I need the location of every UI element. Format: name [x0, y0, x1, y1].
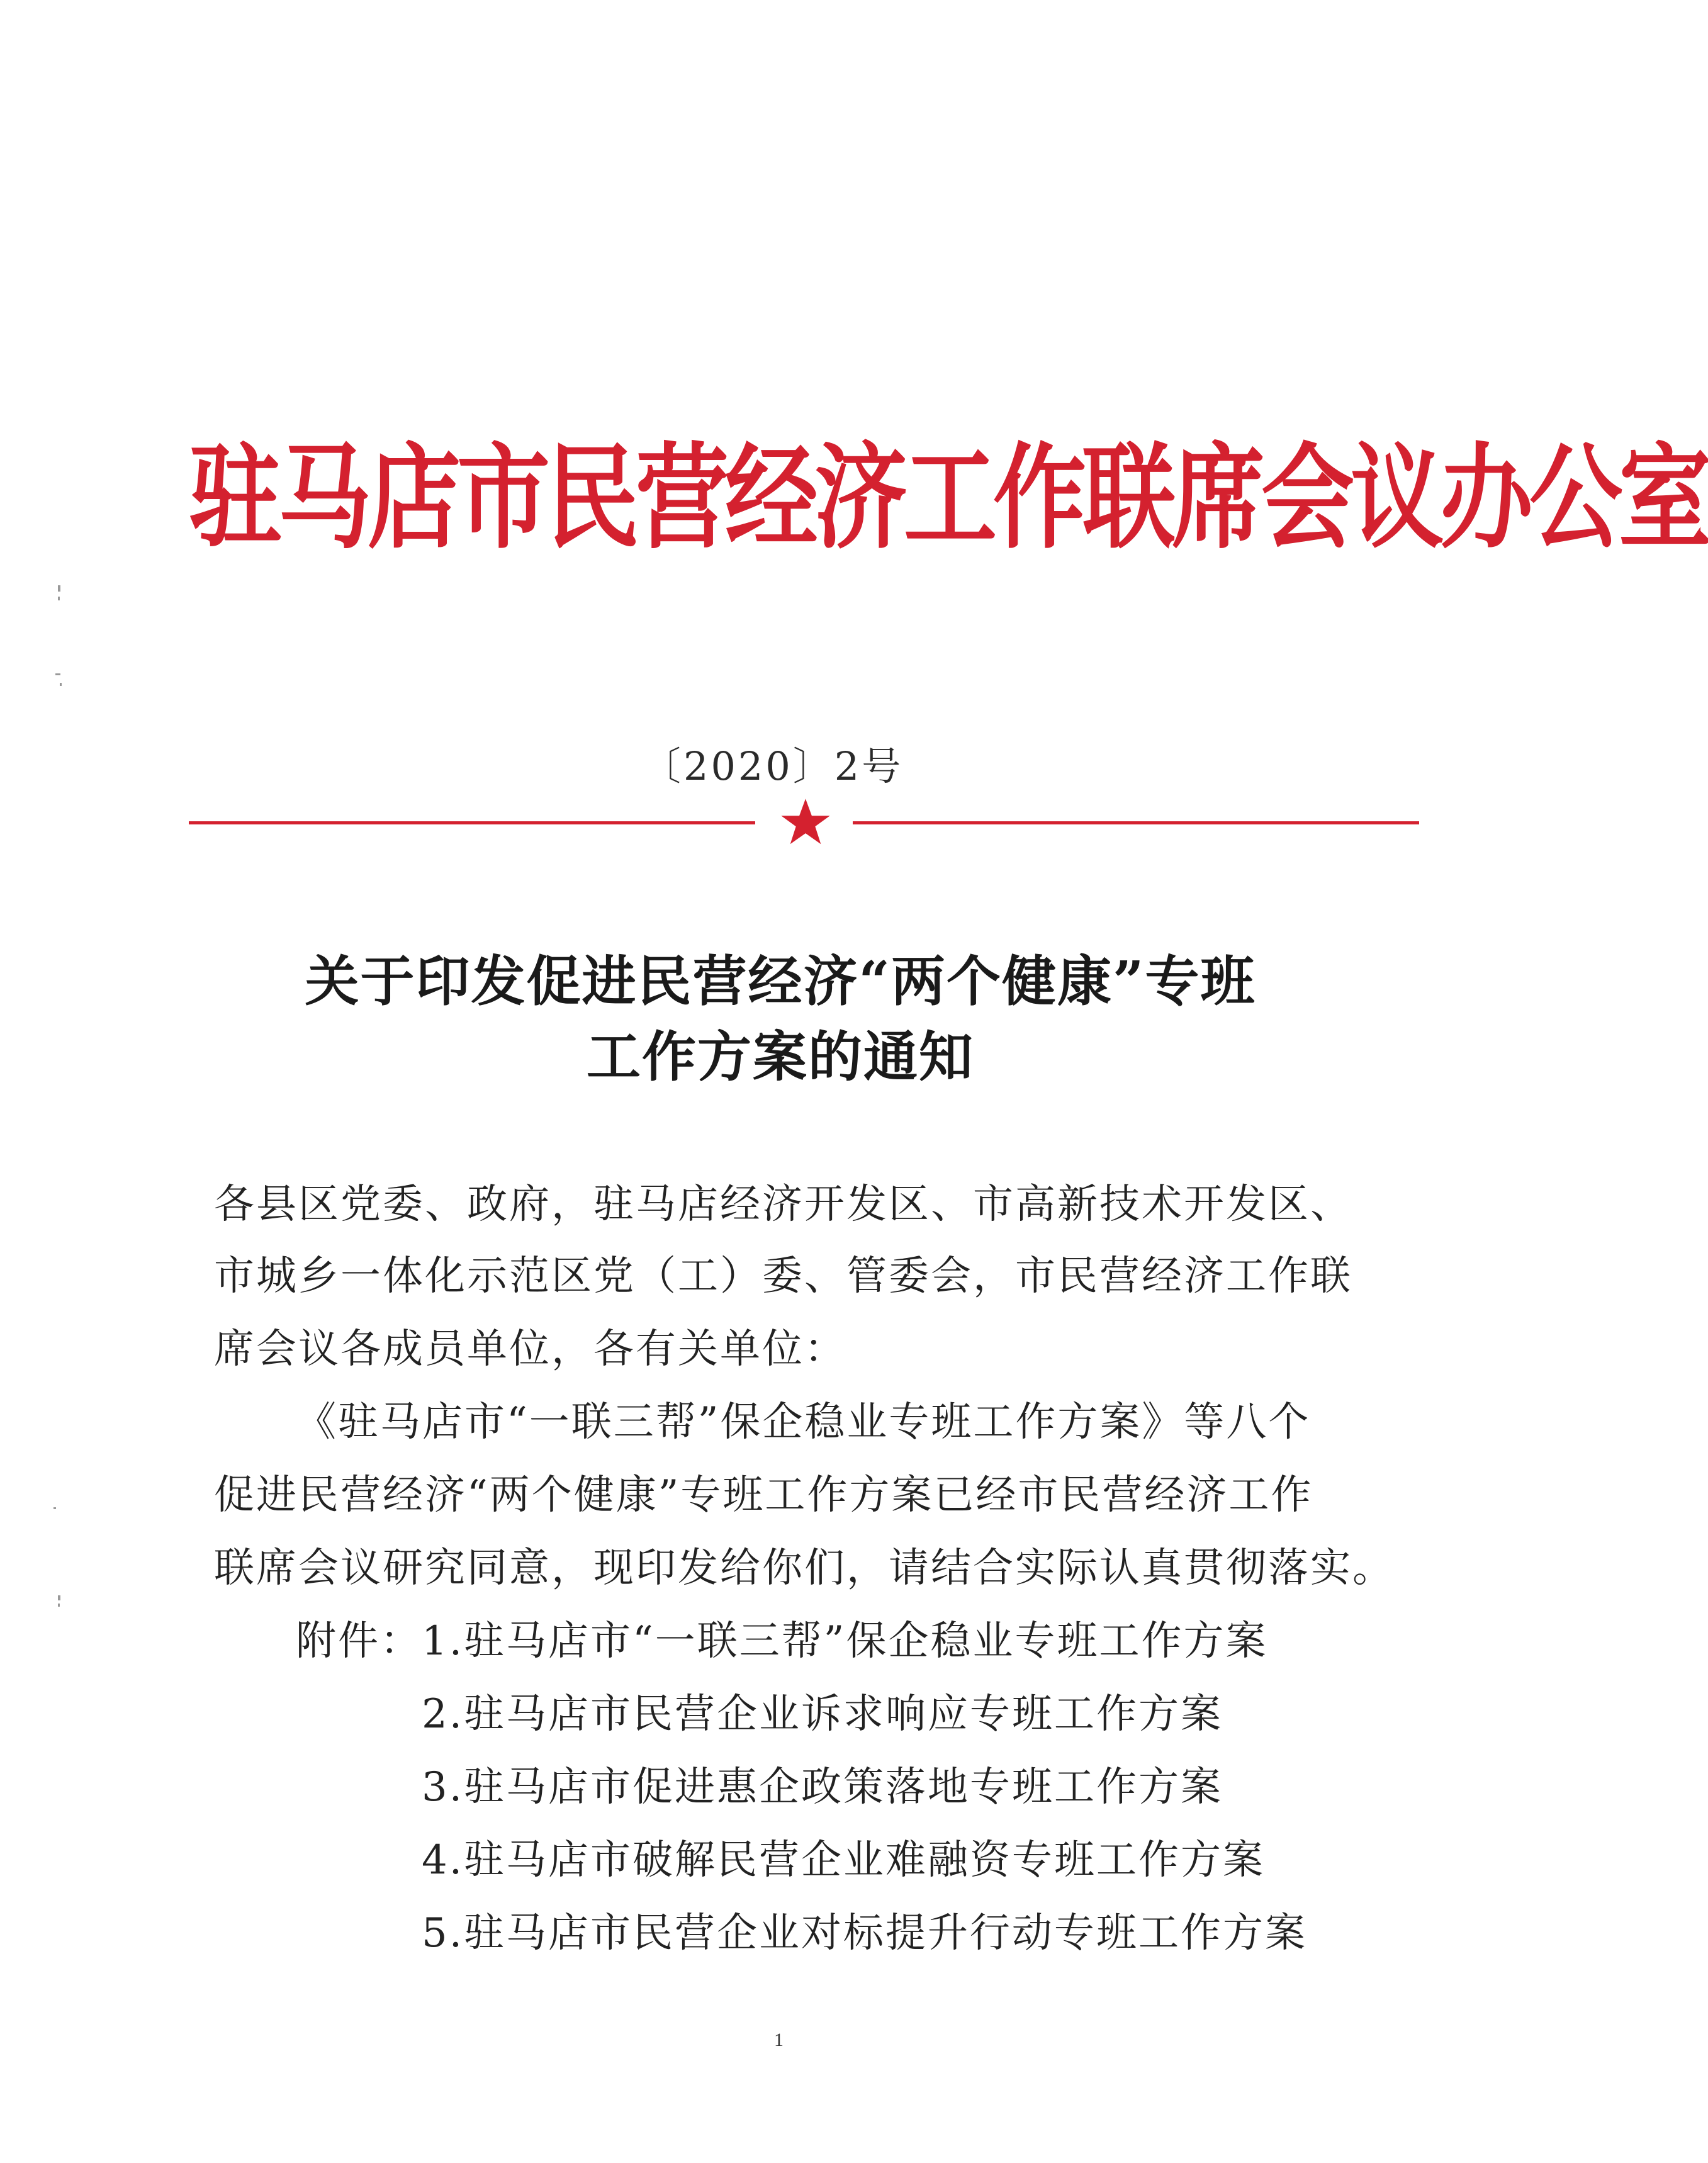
scan-speck	[58, 1604, 60, 1607]
attachment-item: 4.驻马店市破解民营企业难融资专班工作方案	[422, 1837, 1266, 1884]
paragraph-line-2: 促进民营经济“两个健康”专班工作方案已经市民营经济工作	[214, 1472, 1313, 1519]
scan-speck	[58, 597, 60, 600]
document-number: 〔2020〕2号	[642, 743, 904, 789]
attachments-label: 附件：	[296, 1618, 422, 1665]
scan-speck	[58, 585, 60, 592]
recipients-line-1: 各县区党委、政府，驻马店经济开发区、市高新技术开发区、	[214, 1181, 1352, 1228]
scan-speck	[58, 1595, 60, 1600]
paragraph-line-3: 联席会议研究同意，现印发给你们，请结合实际认真贯彻落实。	[214, 1545, 1395, 1592]
recipients-line-2: 市城乡一体化示范区党（工）委、管委会，市民营经济工作联	[214, 1253, 1352, 1300]
red-star-icon	[777, 794, 834, 851]
document-title-line-1: 关于印发促进民营经济“两个健康”专班	[305, 950, 1256, 1013]
attachment-item: 5.驻马店市民营企业对标提升行动专班工作方案	[422, 1910, 1308, 1957]
scan-speck	[60, 683, 62, 686]
paragraph-line-1: 《驻马店市“一联三帮”保企稳业专班工作方案》等八个	[296, 1399, 1311, 1446]
attachment-item: 3.驻马店市促进惠企政策落地专班工作方案	[422, 1764, 1223, 1811]
scan-speck	[53, 1507, 56, 1509]
document-title-line-2: 工作方案的通知	[587, 1025, 974, 1089]
page-number: 1	[774, 2030, 784, 2050]
red-divider-left	[189, 821, 755, 824]
issuer-header: 驻马店市民营经济工作联席会议办公室	[189, 430, 1708, 565]
red-divider-right	[853, 821, 1419, 824]
attachment-item: 1.驻马店市“一联三帮”保企稳业专班工作方案	[422, 1618, 1268, 1665]
recipients-line-3: 席会议各成员单位，各有关单位：	[214, 1326, 846, 1373]
scan-speck	[55, 673, 60, 675]
attachment-item: 2.驻马店市民营企业诉求响应专班工作方案	[422, 1691, 1223, 1738]
